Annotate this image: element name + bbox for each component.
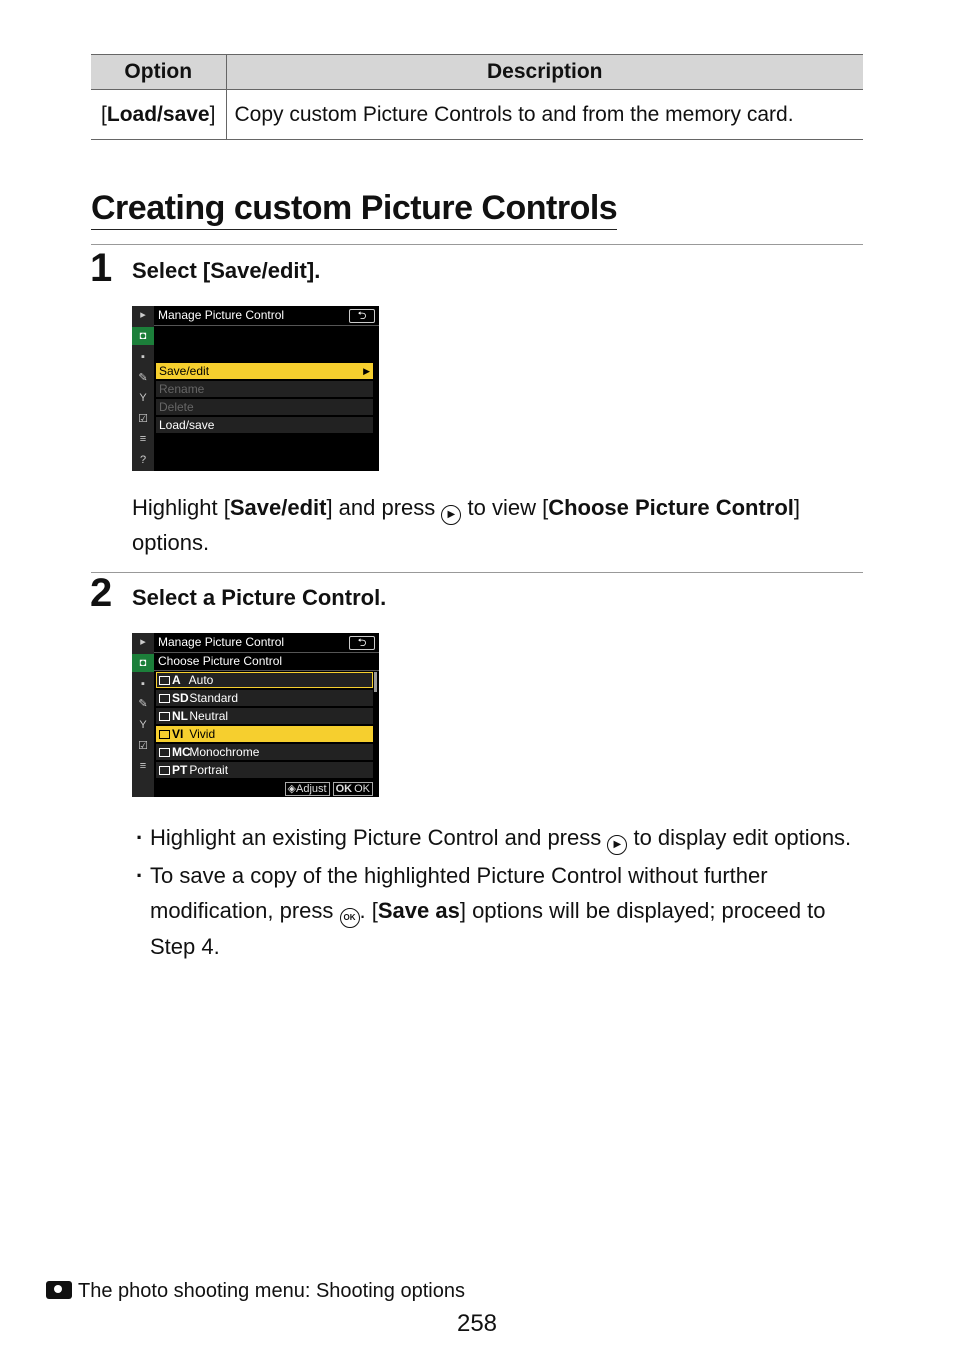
picture-control-icon [159,694,170,703]
table-header-description: Description [226,55,863,90]
screen-divider [154,325,379,326]
step-number-2: 2 [90,571,113,615]
menu-sidebar [132,306,154,471]
footer-breadcrumb[interactable] [46,1280,465,1303]
camera-screen-2 [132,633,379,797]
wrench-icon[interactable]: Y [139,392,147,404]
step-title-1: Select [Save/edit]. [132,258,321,283]
screen-subtitle: Choose Picture Control [158,654,283,668]
table-row [91,90,863,140]
camera-icon [46,1281,72,1299]
picture-control-vivid[interactable]: VI Vivid [156,726,373,742]
table-header-option: Option [91,55,226,90]
back-icon[interactable]: ⮌ [349,636,375,650]
picture-control-icon [159,730,170,739]
adjust-hint: ◈Adjust [285,782,330,796]
step-title-2: Select a Picture Control. [132,585,387,610]
menu-sidebar [132,633,154,797]
playback-icon[interactable]: ▸ [140,309,146,321]
menu-item-save-edit[interactable]: Save/edit ▶ [156,363,373,379]
table-cell-description: Copy custom Picture Controls to and from the memory card. [226,90,863,140]
step-1-instruction: Highlight [Save/edit] and press ▶ to view [Choose Picture Control] options. [132,495,801,555]
back-icon[interactable]: ⮌ [349,309,375,323]
pencil-icon[interactable]: ✎ [138,372,148,384]
page-heading: Creating custom Picture Controls [91,188,617,230]
screen-title: Manage Picture Control [158,635,285,649]
screen-divider [154,670,379,671]
multi-selector-right-icon: ▶ [441,505,461,525]
screen-help-bar [282,782,373,795]
scrollbar[interactable] [374,672,377,692]
picture-control-auto[interactable]: A Auto [156,672,373,688]
camera-screen-1 [132,306,379,471]
menu-item-rename: Rename [156,381,373,397]
picture-control-monochrome[interactable]: MC Monochrome [156,744,373,760]
picture-control-icon [159,766,170,775]
my-menu-icon[interactable]: ≡ [139,433,147,445]
playback-icon[interactable]: ▸ [140,636,146,648]
picture-control-portrait[interactable]: PT Portrait [156,762,373,778]
list-item: · To save a copy of the highlighted Picture Control without further modification, press OK . [Save as] options will be displayed; proceed to Step 4. [132,858,867,965]
picture-control-neutral[interactable]: NL Neutral [156,708,373,724]
ok-hint: OK OK [333,782,373,796]
my-menu-icon[interactable]: ≡ [139,760,147,772]
retouch-icon[interactable]: ☑ [138,740,148,752]
picture-control-standard[interactable]: SD Standard [156,690,373,706]
multi-selector-right-icon: ▶ [607,835,627,855]
option-table [91,54,863,140]
screen-title: Manage Picture Control [158,308,285,322]
photo-shooting-icon[interactable]: ◘ [132,654,154,672]
step-2-bullets [132,820,867,966]
ok-button-icon: OK [340,908,360,928]
photo-shooting-icon[interactable]: ◘ [132,327,154,345]
help-icon[interactable]: ? [139,454,147,466]
footer-nav-label: The photo shooting menu: Shooting options [78,1280,465,1302]
step-number-1: 1 [90,246,113,290]
wrench-icon[interactable]: Y [139,719,147,731]
retouch-icon[interactable]: ☑ [138,413,148,425]
arrow-right-icon: ▶ [363,366,370,376]
list-item: · Highlight an existing Picture Control and press ▶ to display edit options. [132,820,867,856]
menu-item-load-save[interactable]: Load/save [156,417,373,433]
movie-icon[interactable]: ▪ [141,678,145,690]
picture-control-icon [159,712,170,721]
movie-icon[interactable]: ▪ [141,351,145,363]
table-cell-option: [Load/save] [91,90,226,140]
section-rule [91,244,863,245]
screen-divider [154,652,379,653]
page-number: 258 [456,1310,498,1337]
menu-item-delete: Delete [156,399,373,415]
picture-control-icon [159,676,170,685]
pencil-icon[interactable]: ✎ [138,698,148,710]
step-rule [91,572,863,573]
picture-control-icon [159,748,170,757]
